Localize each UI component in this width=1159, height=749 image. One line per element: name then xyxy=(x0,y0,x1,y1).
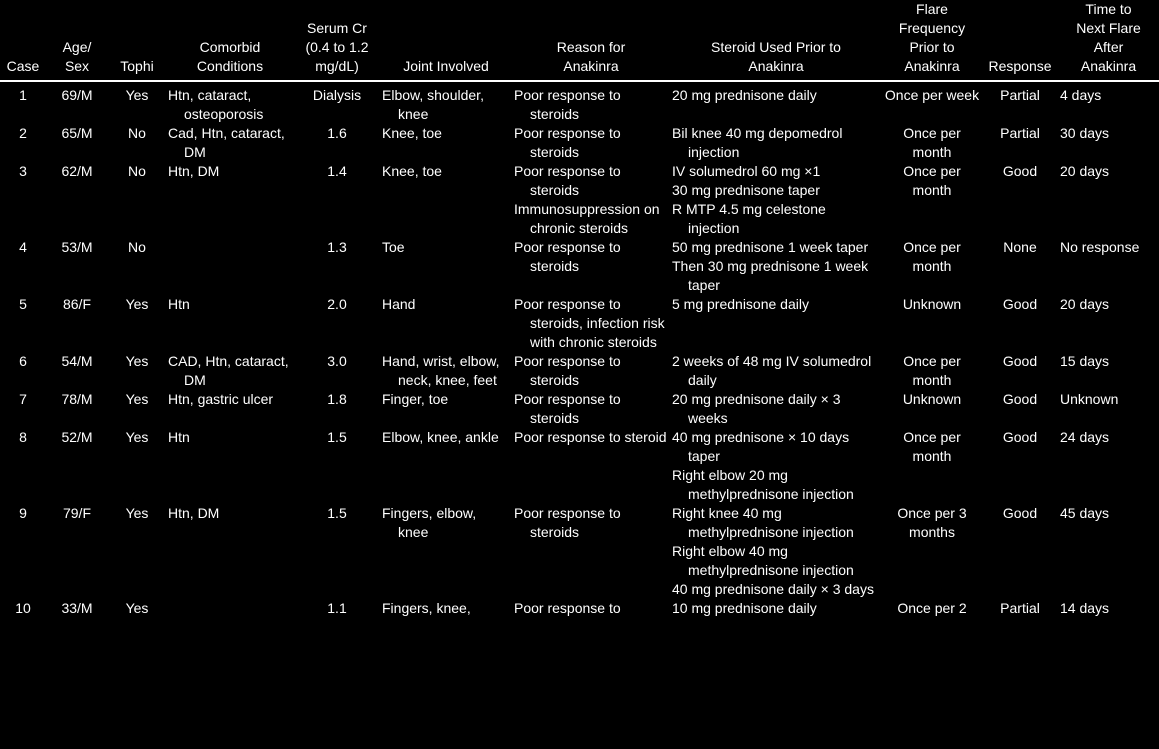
cell-serum-cr-text: 1.5 xyxy=(327,505,347,521)
cell-tophi-text: Yes xyxy=(125,505,149,521)
cell-serum-cr xyxy=(294,295,380,352)
cell-tophi xyxy=(108,295,166,352)
cell-reason xyxy=(512,81,670,124)
cell-comorbid-text: Htn xyxy=(168,296,190,312)
cell-serum-cr-text: 3.0 xyxy=(327,353,347,369)
cell-tophi-text: Yes xyxy=(125,600,149,616)
cell-serum-cr xyxy=(294,124,380,162)
cell-age-sex xyxy=(46,390,108,428)
cell-comorbid xyxy=(166,81,294,124)
cell-steroid xyxy=(670,390,882,428)
cell-reason-text: Poor response to steroids, infection risk with chronic steroids xyxy=(514,296,665,350)
cell-response-text: Good xyxy=(1002,353,1038,369)
cell-flare-frequency-text: Once per month xyxy=(903,125,961,160)
cell-flare-frequency-text: Unknown xyxy=(902,296,962,312)
cell-response-text: None xyxy=(1003,239,1037,255)
cell-response xyxy=(982,352,1058,390)
cell-flare-frequency-text: Once per week xyxy=(884,87,980,103)
cell-tophi xyxy=(108,428,166,504)
cell-response xyxy=(982,428,1058,504)
cell-case-text: 3 xyxy=(19,163,27,179)
cell-time-next-flare xyxy=(1058,238,1159,295)
cell-joint xyxy=(380,124,512,162)
cell-joint-text: Hand xyxy=(382,296,416,312)
cell-response-text: Good xyxy=(1002,429,1038,445)
cell-time-next-flare-text: 24 days xyxy=(1060,429,1110,445)
cell-steroid-text: 20 mg prednisone daily × 3 weeks xyxy=(672,391,841,426)
cell-tophi-text: Yes xyxy=(125,391,149,407)
cell-serum-cr-text: 1.3 xyxy=(327,239,347,255)
cell-time-next-flare xyxy=(1058,162,1159,238)
cell-comorbid xyxy=(166,124,294,162)
cell-serum-cr-text: 1.4 xyxy=(327,163,347,179)
cell-time-next-flare-text: No response xyxy=(1060,239,1140,255)
table-row xyxy=(0,124,1159,162)
cell-case xyxy=(0,428,46,504)
cell-age-sex-text: 52/M xyxy=(61,429,93,445)
cell-flare-frequency-text: Once per month xyxy=(903,429,961,464)
header-joint: Joint Involved xyxy=(380,0,512,81)
cell-reason xyxy=(512,390,670,428)
table-row xyxy=(0,162,1159,238)
cell-response-text: Partial xyxy=(1000,87,1040,103)
cell-age-sex xyxy=(46,238,108,295)
cell-tophi xyxy=(108,599,166,618)
cell-age-sex-text: 79/F xyxy=(62,505,91,521)
table-row xyxy=(0,599,1159,618)
cell-time-next-flare-text: 14 days xyxy=(1060,600,1110,616)
cell-age-sex-text: 69/M xyxy=(61,87,93,103)
cell-serum-cr xyxy=(294,162,380,238)
cell-tophi xyxy=(108,162,166,238)
cell-tophi-text: Yes xyxy=(125,429,149,445)
cell-steroid xyxy=(670,428,882,504)
header-reason: Reason for Anakinra xyxy=(512,0,670,81)
cell-response xyxy=(982,124,1058,162)
cell-case-text: 1 xyxy=(19,87,27,103)
cell-steroid xyxy=(670,162,882,238)
cell-time-next-flare-text: 20 days xyxy=(1060,296,1110,312)
cell-flare-frequency xyxy=(882,390,982,428)
table-row xyxy=(0,238,1159,295)
cell-case-text: 10 xyxy=(15,600,31,616)
cell-case xyxy=(0,352,46,390)
cell-serum-cr-text: 1.8 xyxy=(327,391,347,407)
cell-comorbid xyxy=(166,390,294,428)
cell-age-sex-text: 33/M xyxy=(61,600,93,616)
cell-comorbid xyxy=(166,352,294,390)
header-tophi: Tophi xyxy=(108,0,166,81)
cell-case-text: 2 xyxy=(19,125,27,141)
cell-case-text: 4 xyxy=(19,239,27,255)
cell-serum-cr-text: Dialysis xyxy=(312,87,362,103)
cell-flare-frequency xyxy=(882,504,982,599)
cell-age-sex-text: 65/M xyxy=(61,125,93,141)
cell-joint-text: Toe xyxy=(382,239,405,255)
cell-flare-frequency xyxy=(882,295,982,352)
cell-case xyxy=(0,162,46,238)
cell-comorbid-text: Htn, DM xyxy=(168,505,220,521)
header-flare-frequency: Flare Frequency Prior to Anakinra xyxy=(882,0,982,81)
cell-comorbid-text: Htn, DM xyxy=(168,163,220,179)
cell-age-sex xyxy=(46,162,108,238)
cell-steroid-text: 10 mg prednisone daily xyxy=(672,600,817,616)
cell-reason xyxy=(512,599,670,618)
cell-steroid-text: 5 mg prednisone daily xyxy=(672,296,809,312)
cell-joint-text: Knee, toe xyxy=(382,125,442,141)
cell-comorbid-text: Htn, gastric ulcer xyxy=(168,391,274,407)
cell-tophi xyxy=(108,390,166,428)
cell-steroid xyxy=(670,352,882,390)
cell-steroid xyxy=(670,504,882,599)
cell-time-next-flare xyxy=(1058,390,1159,428)
cell-response-text: Partial xyxy=(1000,125,1040,141)
cell-reason-text: Poor response to steroids xyxy=(514,125,621,160)
cell-tophi xyxy=(108,124,166,162)
cell-joint-text: Fingers, knee, xyxy=(382,600,471,616)
cell-serum-cr-text: 1.5 xyxy=(327,429,347,445)
cell-time-next-flare xyxy=(1058,428,1159,504)
cell-response-text: Partial xyxy=(1000,600,1040,616)
cell-serum-cr xyxy=(294,390,380,428)
cell-flare-frequency xyxy=(882,428,982,504)
cell-steroid-text: 50 mg prednisone 1 week taper xyxy=(672,239,869,255)
table-row xyxy=(0,81,1159,124)
cell-time-next-flare xyxy=(1058,124,1159,162)
cell-case-text: 6 xyxy=(19,353,27,369)
cell-reason xyxy=(512,504,670,599)
cell-joint xyxy=(380,81,512,124)
header-response: Response xyxy=(982,0,1058,81)
cell-joint-text: Knee, toe xyxy=(382,163,442,179)
cell-reason-text: Poor response to steroids xyxy=(514,505,621,540)
cell-reason xyxy=(512,428,670,504)
cell-flare-frequency xyxy=(882,238,982,295)
cell-age-sex xyxy=(46,599,108,618)
cell-flare-frequency xyxy=(882,124,982,162)
cell-response-text: Good xyxy=(1002,391,1038,407)
cell-reason-text: Poor response to steroids xyxy=(514,391,621,426)
cell-flare-frequency-text: Once per month xyxy=(903,239,961,274)
header-serum-cr: Serum Cr (0.4 to 1.2 mg/dL) xyxy=(294,0,380,81)
cell-flare-frequency-text: Once per month xyxy=(903,163,961,198)
table-body xyxy=(0,81,1159,618)
cell-case-text: 7 xyxy=(19,391,27,407)
cell-reason xyxy=(512,238,670,295)
cell-time-next-flare-text: Unknown xyxy=(1060,391,1119,407)
cell-serum-cr-text: 2.0 xyxy=(327,296,347,312)
cell-time-next-flare-text: 15 days xyxy=(1060,353,1110,369)
cell-reason-text: Poor response to steroids xyxy=(514,87,621,122)
cell-age-sex xyxy=(46,295,108,352)
cell-flare-frequency-text: Once per month xyxy=(903,353,961,388)
cell-joint-text: Finger, toe xyxy=(382,391,449,407)
cell-steroid-text: 2 weeks of 48 mg IV solumedrol daily xyxy=(672,353,872,388)
cell-flare-frequency-text: Once per 2 xyxy=(897,600,967,616)
cell-reason xyxy=(512,352,670,390)
cell-reason-text: Poor response to steroids xyxy=(514,239,621,274)
cell-comorbid xyxy=(166,238,294,295)
cell-tophi xyxy=(108,352,166,390)
cell-flare-frequency-text: Unknown xyxy=(902,391,962,407)
cell-serum-cr xyxy=(294,504,380,599)
cell-age-sex xyxy=(46,81,108,124)
header-age-sex: Age/ Sex xyxy=(46,0,108,81)
cell-comorbid xyxy=(166,504,294,599)
cell-serum-cr xyxy=(294,238,380,295)
cell-reason-text: Poor response to steroid xyxy=(514,429,667,445)
cell-joint xyxy=(380,390,512,428)
cell-response xyxy=(982,295,1058,352)
cell-steroid-text: 20 mg prednisone daily xyxy=(672,87,817,103)
cell-tophi xyxy=(108,238,166,295)
cell-case xyxy=(0,124,46,162)
cell-tophi-text: No xyxy=(128,125,146,141)
cell-steroid xyxy=(670,238,882,295)
cell-reason-text: Poor response to xyxy=(514,600,621,616)
cell-reason xyxy=(512,295,670,352)
cell-serum-cr xyxy=(294,599,380,618)
cell-time-next-flare-text: 20 days xyxy=(1060,163,1110,179)
cell-response xyxy=(982,390,1058,428)
table-row xyxy=(0,390,1159,428)
cell-time-next-flare xyxy=(1058,504,1159,599)
cell-serum-cr xyxy=(294,428,380,504)
cell-tophi xyxy=(108,81,166,124)
cell-steroid-text: 30 mg prednisone taper xyxy=(672,182,820,198)
cell-serum-cr-text: 1.1 xyxy=(327,600,347,616)
header-row xyxy=(0,0,1159,81)
cell-joint xyxy=(380,599,512,618)
cell-steroid xyxy=(670,124,882,162)
cell-joint xyxy=(380,352,512,390)
cell-steroid-text: R MTP 4.5 mg celestone injection xyxy=(672,201,826,236)
cell-age-sex xyxy=(46,124,108,162)
cell-age-sex xyxy=(46,504,108,599)
cell-age-sex-text: 78/M xyxy=(61,391,93,407)
cell-time-next-flare-text: 45 days xyxy=(1060,505,1110,521)
cell-joint xyxy=(380,238,512,295)
cell-flare-frequency xyxy=(882,162,982,238)
cell-comorbid-text: Htn xyxy=(168,429,190,445)
cell-comorbid-text: Htn, cataract, osteoporosis xyxy=(168,87,264,122)
cell-comorbid xyxy=(166,599,294,618)
cell-time-next-flare xyxy=(1058,295,1159,352)
cell-response xyxy=(982,81,1058,124)
cell-reason xyxy=(512,162,670,238)
cell-joint xyxy=(380,162,512,238)
cell-serum-cr xyxy=(294,352,380,390)
cell-time-next-flare-text: 30 days xyxy=(1060,125,1110,141)
cell-comorbid xyxy=(166,428,294,504)
cell-joint-text: Hand, wrist, elbow, neck, knee, feet xyxy=(382,353,500,388)
cell-case xyxy=(0,81,46,124)
table-row xyxy=(0,504,1159,599)
cell-steroid-text: 40 mg prednisone × 10 days taper xyxy=(672,429,850,464)
cell-steroid-text: Right elbow 40 mg methylprednisone injection xyxy=(672,543,854,578)
cell-flare-frequency-text: Once per 3 months xyxy=(897,505,967,540)
cell-case xyxy=(0,599,46,618)
cell-age-sex-text: 86/F xyxy=(62,296,91,312)
cell-case-text: 9 xyxy=(19,505,27,521)
cell-response xyxy=(982,162,1058,238)
cell-tophi-text: No xyxy=(128,163,146,179)
cell-time-next-flare xyxy=(1058,352,1159,390)
cell-response-text: Good xyxy=(1002,505,1038,521)
cell-age-sex-text: 54/M xyxy=(61,353,93,369)
header-steroid: Steroid Used Prior to Anakinra xyxy=(670,0,882,81)
cell-tophi-text: No xyxy=(128,239,146,255)
cell-flare-frequency xyxy=(882,81,982,124)
cell-response xyxy=(982,599,1058,618)
table-row xyxy=(0,428,1159,504)
cell-comorbid-text: Cad, Htn, cataract, DM xyxy=(168,125,285,160)
cell-joint xyxy=(380,428,512,504)
cell-response xyxy=(982,238,1058,295)
cell-case xyxy=(0,390,46,428)
cell-response xyxy=(982,504,1058,599)
cell-time-next-flare xyxy=(1058,599,1159,618)
cell-steroid xyxy=(670,295,882,352)
cell-steroid-text: Bil knee 40 mg depomedrol injection xyxy=(672,125,843,160)
cell-case-text: 5 xyxy=(19,296,27,312)
cell-comorbid xyxy=(166,162,294,238)
header-comorbid: Comorbid Conditions xyxy=(166,0,294,81)
cell-age-sex xyxy=(46,428,108,504)
cell-steroid xyxy=(670,599,882,618)
cell-age-sex-text: 53/M xyxy=(61,239,93,255)
cell-time-next-flare xyxy=(1058,81,1159,124)
cell-steroid-text: Then 30 mg prednisone 1 week taper xyxy=(672,258,869,293)
cell-flare-frequency xyxy=(882,599,982,618)
cell-serum-cr xyxy=(294,81,380,124)
cell-reason-text: Poor response to steroids xyxy=(514,353,621,388)
cell-joint-text: Fingers, elbow, knee xyxy=(382,505,477,540)
cell-case-text: 8 xyxy=(19,429,27,445)
table-row xyxy=(0,352,1159,390)
cell-case xyxy=(0,238,46,295)
cell-response-text: Good xyxy=(1002,296,1038,312)
cell-joint xyxy=(380,295,512,352)
cell-steroid-text: Right knee 40 mg methylprednisone injection xyxy=(672,505,854,540)
cell-tophi-text: Yes xyxy=(125,296,149,312)
cell-case xyxy=(0,504,46,599)
table-header xyxy=(0,0,1159,81)
cell-steroid xyxy=(670,81,882,124)
cell-steroid-text: IV solumedrol 60 mg ×1 xyxy=(672,163,821,179)
cell-age-sex-text: 62/M xyxy=(61,163,93,179)
cell-tophi-text: Yes xyxy=(125,353,149,369)
cell-joint-text: Elbow, shoulder, knee xyxy=(382,87,484,122)
cell-tophi xyxy=(108,504,166,599)
cell-comorbid xyxy=(166,295,294,352)
cell-reason-text: Poor response to steroids xyxy=(514,163,621,198)
header-time-next-flare: Time to Next Flare After Anakinra xyxy=(1058,0,1159,81)
cell-steroid-text: Right elbow 20 mg methylprednisone injection xyxy=(672,467,854,502)
cell-reason-text: Immunosuppression on chronic steroids xyxy=(514,201,660,236)
cell-joint xyxy=(380,504,512,599)
cell-age-sex xyxy=(46,352,108,390)
cell-steroid-text: 40 mg prednisone daily × 3 days xyxy=(672,581,874,597)
table-row xyxy=(0,295,1159,352)
cell-joint-text: Elbow, knee, ankle xyxy=(382,429,499,445)
cell-comorbid-text: CAD, Htn, cataract, DM xyxy=(168,353,289,388)
cell-serum-cr-text: 1.6 xyxy=(327,125,347,141)
cell-flare-frequency xyxy=(882,352,982,390)
cell-reason xyxy=(512,124,670,162)
cell-response-text: Good xyxy=(1002,163,1038,179)
cell-time-next-flare-text: 4 days xyxy=(1060,87,1102,103)
cell-case xyxy=(0,295,46,352)
cell-tophi-text: Yes xyxy=(125,87,149,103)
header-case: Case xyxy=(0,0,46,81)
